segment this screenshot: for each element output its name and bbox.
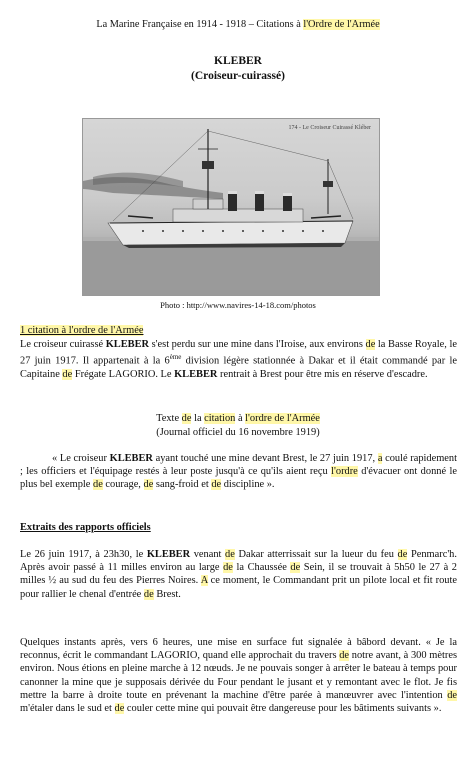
reports-heading: Extraits des rapports officiels [20,522,151,533]
cruiser-illustration [83,119,379,295]
page-header [0,19,476,30]
ship-photo [82,118,380,296]
header-highlight: l'Ordre de l'Armée [303,19,380,30]
citation-heading: 1 citation à l'ordre de l'Armée [20,325,144,336]
ship-name: KLEBER [109,453,153,464]
ship-name-title: KLEBER [214,55,262,67]
ship-name: KLEBER [146,549,191,560]
photo-caption: Photo : http://www.navires-14-18.com/photos [160,300,316,310]
ship-name: KLEBER [105,339,150,350]
citation-quote: « Le croiseur KLEBER ayant touché une mine devant Brest, le 27 juin 1917, a coulé rapidement ; les officiers et l'équipage restés à leur poste jusqu'à ce qu'ils aient reçu l'ordre d'évacuer ont donné le plus bel exemple de courage, de sang-froid et de discipline ». [20,453,457,491]
ship-name: KLEBER [174,368,218,380]
intro-paragraph: Le croiseur cuirassé KLEBER s'est perdu sur une mine dans l'Iroise, aux environs de la Basse Royale, le 27 juin 1917. Il appartenait à la 6ème division légère stationnée à Dakar et il était commandé par le Capitaine de Frégate LAGORIO. Le KLEBER rentrait à Brest pour être mis en réserve d'escadre. [20,339,457,380]
header-text: La Marine Française en 1914 - 1918 – Citations à [96,19,304,30]
photo-inner-caption: 174 - Le Croiseur Cuirassé Kléber [288,125,371,131]
ship-type-subtitle: (Croiseur-cuirassé) [191,70,285,82]
report-paragraph-2: Quelques instants après, vers 6 heures, une mise en surface fut signalée à bâbord devant. « Je la reconnus, écrit le commandant LAGORIO, quand elle approchait du travers de notre avant, à 300 mètres environ. Nous étions en pleine marche à 12 nœuds. Je ne pouvais songer à arrêter le bateau à temps pour canonner la mine que je supposais dérivée du Four pendant le jusant et y remontant avec le flot. Je fis mettre la barre à droite toute en prévenant la machine d'être parée à manœuvrer avec l'intention de m'étaler dans le sud et de couler cette mine qui pouvait être dangereuse pour les bâtiments suivants ». [20,637,457,715]
report-paragraph-1: Le 26 juin 1917, à 23h30, le KLEBER venant de Dakar atterrissait sur la lueur du feu de Penmarc'h. Après avoir passé à 11 milles environ au large de la Chaussée de Sein, il se trouvait à 5h50 le 27 à 2 milles ½ au sud du feu des Pierres Noires. A ce moment, le Commandant prit un pilote local et fit route pour rallier le chenal d'entrée de Brest. [20,549,457,600]
citation-text-heading: Texte de la citation à l'ordre de l'Armée [156,413,320,424]
journal-reference: (Journal officiel du 16 novembre 1919) [156,427,320,438]
